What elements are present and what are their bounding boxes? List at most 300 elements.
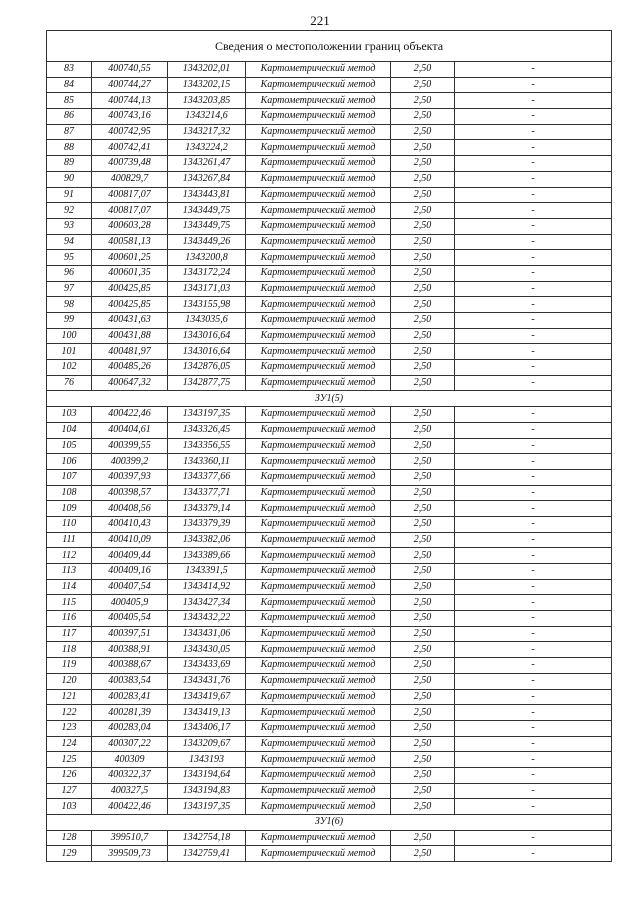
table-row (47, 297, 612, 313)
table-row (47, 626, 612, 642)
x-coordinate-cell: 400581,13 (92, 234, 168, 250)
point-number-cell: 121 (47, 689, 92, 705)
accuracy-cell: 2,50 (391, 626, 455, 642)
y-coordinate-cell: 1343430,05 (168, 642, 246, 658)
description-cell: - (455, 595, 612, 611)
description-cell: - (455, 281, 612, 297)
point-number-cell: 89 (47, 156, 92, 172)
description-cell: - (455, 156, 612, 172)
table-row (47, 501, 612, 517)
point-number-cell: 114 (47, 579, 92, 595)
table-row (47, 595, 612, 611)
description-cell: - (455, 109, 612, 125)
point-number-cell: 110 (47, 516, 92, 532)
y-coordinate-cell: 1343172,24 (168, 265, 246, 281)
point-number-cell: 85 (47, 93, 92, 109)
table-row (47, 93, 612, 109)
x-coordinate-cell: 400408,56 (92, 501, 168, 517)
table-row (47, 705, 612, 721)
table-row (47, 485, 612, 501)
description-cell: - (455, 407, 612, 423)
table-row (47, 689, 612, 705)
point-number-cell: 119 (47, 658, 92, 674)
x-coordinate-cell: 400397,93 (92, 469, 168, 485)
x-coordinate-cell: 400425,85 (92, 281, 168, 297)
x-coordinate-cell: 400307,22 (92, 736, 168, 752)
method-cell: Картометрический метод (246, 297, 391, 313)
table-row (47, 109, 612, 125)
table-row (47, 438, 612, 454)
point-number-cell: 117 (47, 626, 92, 642)
x-coordinate-cell: 400399,55 (92, 438, 168, 454)
point-number-cell: 86 (47, 109, 92, 125)
table-row (47, 548, 612, 564)
y-coordinate-cell: 1343197,35 (168, 799, 246, 815)
accuracy-cell: 2,50 (391, 579, 455, 595)
table-row (47, 422, 612, 438)
table-row (47, 187, 612, 203)
accuracy-cell: 2,50 (391, 265, 455, 281)
table-row (47, 642, 612, 658)
x-coordinate-cell: 400383,54 (92, 673, 168, 689)
table-row (47, 313, 612, 329)
accuracy-cell: 2,50 (391, 344, 455, 360)
method-cell: Картометрический метод (246, 328, 391, 344)
y-coordinate-cell: 1343377,71 (168, 485, 246, 501)
method-cell: Картометрический метод (246, 313, 391, 329)
y-coordinate-cell: 1343197,35 (168, 407, 246, 423)
y-coordinate-cell: 1343035,6 (168, 313, 246, 329)
y-coordinate-cell: 1343406,17 (168, 720, 246, 736)
description-cell: - (455, 548, 612, 564)
point-number-cell: 91 (47, 187, 92, 203)
method-cell: Картометрический метод (246, 62, 391, 78)
x-coordinate-cell: 400397,51 (92, 626, 168, 642)
method-cell: Картометрический метод (246, 171, 391, 187)
point-number-cell: 123 (47, 720, 92, 736)
table-row (47, 171, 612, 187)
point-number-cell: 100 (47, 328, 92, 344)
method-cell: Картометрический метод (246, 407, 391, 423)
accuracy-cell: 2,50 (391, 187, 455, 203)
table-row (47, 328, 612, 344)
description-cell: - (455, 579, 612, 595)
accuracy-cell: 2,50 (391, 532, 455, 548)
table-row (47, 564, 612, 580)
accuracy-cell: 2,50 (391, 454, 455, 470)
point-number-cell: 113 (47, 564, 92, 580)
x-coordinate-cell: 400739,48 (92, 156, 168, 172)
method-cell: Картометрический метод (246, 611, 391, 627)
y-coordinate-cell: 1343449,26 (168, 234, 246, 250)
accuracy-cell: 2,50 (391, 203, 455, 219)
accuracy-cell: 2,50 (391, 438, 455, 454)
table-row (47, 846, 612, 862)
description-cell: - (455, 265, 612, 281)
method-cell: Картометрический метод (246, 124, 391, 140)
accuracy-cell: 2,50 (391, 328, 455, 344)
point-number-cell: 87 (47, 124, 92, 140)
description-cell: - (455, 689, 612, 705)
point-number-cell: 103 (47, 407, 92, 423)
method-cell: Картометрический метод (246, 234, 391, 250)
x-coordinate-cell: 400601,25 (92, 250, 168, 266)
description-cell: - (455, 360, 612, 376)
description-cell: - (455, 297, 612, 313)
accuracy-cell: 2,50 (391, 783, 455, 799)
method-cell: Картометрический метод (246, 564, 391, 580)
point-number-cell: 102 (47, 360, 92, 376)
accuracy-cell: 2,50 (391, 689, 455, 705)
description-cell: - (455, 783, 612, 799)
point-number-cell: 109 (47, 501, 92, 517)
point-number-cell: 107 (47, 469, 92, 485)
table-row (47, 736, 612, 752)
method-cell: Картометрический метод (246, 642, 391, 658)
accuracy-cell: 2,50 (391, 109, 455, 125)
point-number-cell: 94 (47, 234, 92, 250)
method-cell: Картометрический метод (246, 438, 391, 454)
x-coordinate-cell: 400431,63 (92, 313, 168, 329)
y-coordinate-cell: 1343224,2 (168, 140, 246, 156)
y-coordinate-cell: 1343432,22 (168, 611, 246, 627)
x-coordinate-cell: 400481,97 (92, 344, 168, 360)
table-row (47, 124, 612, 140)
y-coordinate-cell: 1342754,18 (168, 830, 246, 846)
y-coordinate-cell: 1343419,13 (168, 705, 246, 721)
accuracy-cell: 2,50 (391, 516, 455, 532)
y-coordinate-cell: 1343431,76 (168, 673, 246, 689)
x-coordinate-cell: 400817,07 (92, 203, 168, 219)
x-coordinate-cell: 400744,27 (92, 77, 168, 93)
table-row (47, 673, 612, 689)
table-row (47, 265, 612, 281)
point-number-cell: 84 (47, 77, 92, 93)
table-row (47, 611, 612, 627)
x-coordinate-cell: 400431,88 (92, 328, 168, 344)
y-coordinate-cell: 1343016,64 (168, 328, 246, 344)
x-coordinate-cell: 400422,46 (92, 407, 168, 423)
y-coordinate-cell: 1343449,75 (168, 218, 246, 234)
point-number-cell: 101 (47, 344, 92, 360)
point-number-cell: 90 (47, 171, 92, 187)
accuracy-cell: 2,50 (391, 234, 455, 250)
description-cell: - (455, 187, 612, 203)
y-coordinate-cell: 1343171,03 (168, 281, 246, 297)
description-cell: - (455, 422, 612, 438)
y-coordinate-cell: 1343202,01 (168, 62, 246, 78)
y-coordinate-cell: 1343209,67 (168, 736, 246, 752)
description-cell: - (455, 203, 612, 219)
accuracy-cell: 2,50 (391, 673, 455, 689)
method-cell: Картометрический метод (246, 77, 391, 93)
accuracy-cell: 2,50 (391, 705, 455, 721)
x-coordinate-cell: 400409,44 (92, 548, 168, 564)
method-cell: Картометрический метод (246, 485, 391, 501)
description-cell: - (455, 328, 612, 344)
accuracy-cell: 2,50 (391, 250, 455, 266)
method-cell: Картометрический метод (246, 736, 391, 752)
method-cell: Картометрический метод (246, 516, 391, 532)
description-cell: - (455, 767, 612, 783)
x-coordinate-cell: 400309 (92, 752, 168, 768)
accuracy-cell: 2,50 (391, 375, 455, 391)
method-cell: Картометрический метод (246, 469, 391, 485)
point-number-cell: 104 (47, 422, 92, 438)
x-coordinate-cell: 400829,7 (92, 171, 168, 187)
table-row (47, 375, 612, 391)
point-number-cell: 111 (47, 532, 92, 548)
accuracy-cell: 2,50 (391, 469, 455, 485)
accuracy-cell: 2,50 (391, 548, 455, 564)
description-cell: - (455, 564, 612, 580)
description-cell: - (455, 846, 612, 862)
method-cell: Картометрический метод (246, 548, 391, 564)
point-number-cell: 93 (47, 218, 92, 234)
description-cell: - (455, 77, 612, 93)
point-number-cell: 103 (47, 799, 92, 815)
y-coordinate-cell: 1342759,41 (168, 846, 246, 862)
point-number-cell: 99 (47, 313, 92, 329)
table-row (47, 767, 612, 783)
x-coordinate-cell: 400409,16 (92, 564, 168, 580)
accuracy-cell: 2,50 (391, 830, 455, 846)
accuracy-cell: 2,50 (391, 360, 455, 376)
y-coordinate-cell: 1343016,64 (168, 344, 246, 360)
point-number-cell: 76 (47, 375, 92, 391)
accuracy-cell: 2,50 (391, 124, 455, 140)
method-cell: Картометрический метод (246, 375, 391, 391)
description-cell: - (455, 658, 612, 674)
method-cell: Картометрический метод (246, 187, 391, 203)
accuracy-cell: 2,50 (391, 407, 455, 423)
x-coordinate-cell: 400388,67 (92, 658, 168, 674)
y-coordinate-cell: 1342877,75 (168, 375, 246, 391)
method-cell: Картометрический метод (246, 250, 391, 266)
x-coordinate-cell: 400817,07 (92, 187, 168, 203)
table-row (47, 234, 612, 250)
x-coordinate-cell: 400742,41 (92, 140, 168, 156)
method-cell: Картометрический метод (246, 281, 391, 297)
accuracy-cell: 2,50 (391, 281, 455, 297)
x-coordinate-cell: 400281,39 (92, 705, 168, 721)
table-row (47, 752, 612, 768)
boundary-coordinates-table (46, 30, 612, 862)
x-coordinate-cell: 400388,91 (92, 642, 168, 658)
accuracy-cell: 2,50 (391, 171, 455, 187)
table-body (47, 31, 612, 862)
x-coordinate-cell: 400404,61 (92, 422, 168, 438)
method-cell: Картометрический метод (246, 799, 391, 815)
x-coordinate-cell: 400399,2 (92, 454, 168, 470)
point-number-cell: 124 (47, 736, 92, 752)
table-row (47, 62, 612, 78)
y-coordinate-cell: 1343427,34 (168, 595, 246, 611)
method-cell: Картометрический метод (246, 579, 391, 595)
table-row (47, 360, 612, 376)
method-cell: Картометрический метод (246, 720, 391, 736)
y-coordinate-cell: 1343449,75 (168, 203, 246, 219)
method-cell: Картометрический метод (246, 532, 391, 548)
table-row (47, 454, 612, 470)
method-cell: Картометрический метод (246, 595, 391, 611)
method-cell: Картометрический метод (246, 783, 391, 799)
point-number-cell: 108 (47, 485, 92, 501)
accuracy-cell: 2,50 (391, 846, 455, 862)
description-cell: - (455, 673, 612, 689)
description-cell: - (455, 705, 612, 721)
description-cell: - (455, 140, 612, 156)
x-coordinate-cell: 400405,9 (92, 595, 168, 611)
table-row (47, 407, 612, 423)
table-header-row (47, 31, 612, 62)
y-coordinate-cell: 1343194,64 (168, 767, 246, 783)
table-row (47, 218, 612, 234)
y-coordinate-cell: 1343377,66 (168, 469, 246, 485)
accuracy-cell: 2,50 (391, 156, 455, 172)
method-cell: Картометрический метод (246, 689, 391, 705)
y-coordinate-cell: 1343326,45 (168, 422, 246, 438)
x-coordinate-cell: 400603,28 (92, 218, 168, 234)
y-coordinate-cell: 1343214,6 (168, 109, 246, 125)
description-cell: - (455, 171, 612, 187)
method-cell: Картометрический метод (246, 454, 391, 470)
accuracy-cell: 2,50 (391, 564, 455, 580)
x-coordinate-cell: 400405,54 (92, 611, 168, 627)
x-coordinate-cell: 400485,26 (92, 360, 168, 376)
description-cell: - (455, 375, 612, 391)
point-number-cell: 105 (47, 438, 92, 454)
table-header: Сведения о местоположении границ объекта (47, 31, 612, 62)
description-cell: - (455, 124, 612, 140)
table-row (47, 250, 612, 266)
accuracy-cell: 2,50 (391, 422, 455, 438)
table-row (47, 281, 612, 297)
y-coordinate-cell: 1343202,15 (168, 77, 246, 93)
description-cell: - (455, 642, 612, 658)
accuracy-cell: 2,50 (391, 642, 455, 658)
method-cell: Картометрический метод (246, 830, 391, 846)
description-cell: - (455, 469, 612, 485)
method-cell: Картометрический метод (246, 93, 391, 109)
x-coordinate-cell: 400425,85 (92, 297, 168, 313)
method-cell: Картометрический метод (246, 658, 391, 674)
y-coordinate-cell: 1343356,55 (168, 438, 246, 454)
accuracy-cell: 2,50 (391, 501, 455, 517)
y-coordinate-cell: 1343203,85 (168, 93, 246, 109)
point-number-cell: 83 (47, 62, 92, 78)
point-number-cell: 126 (47, 767, 92, 783)
x-coordinate-cell: 400322,37 (92, 767, 168, 783)
x-coordinate-cell: 400742,95 (92, 124, 168, 140)
x-coordinate-cell: 399509,73 (92, 846, 168, 862)
description-cell: - (455, 250, 612, 266)
point-number-cell: 127 (47, 783, 92, 799)
y-coordinate-cell: 1343267,84 (168, 171, 246, 187)
method-cell: Картометрический метод (246, 218, 391, 234)
y-coordinate-cell: 1343217,32 (168, 124, 246, 140)
description-cell: - (455, 736, 612, 752)
description-cell: - (455, 218, 612, 234)
table-row (47, 720, 612, 736)
x-coordinate-cell: 400407,54 (92, 579, 168, 595)
x-coordinate-cell: 400327,5 (92, 783, 168, 799)
table-row (47, 783, 612, 799)
point-number-cell: 122 (47, 705, 92, 721)
y-coordinate-cell: 1343360,11 (168, 454, 246, 470)
accuracy-cell: 2,50 (391, 752, 455, 768)
point-number-cell: 96 (47, 265, 92, 281)
description-cell: - (455, 62, 612, 78)
point-number-cell: 95 (47, 250, 92, 266)
method-cell: Картометрический метод (246, 626, 391, 642)
point-number-cell: 116 (47, 611, 92, 627)
group-row (47, 815, 612, 831)
page-number: 221 (310, 13, 330, 28)
point-number-cell: 118 (47, 642, 92, 658)
method-cell: Картометрический метод (246, 109, 391, 125)
table-row (47, 203, 612, 219)
method-cell: Картометрический метод (246, 140, 391, 156)
x-coordinate-cell: 399510,7 (92, 830, 168, 846)
method-cell: Картометрический метод (246, 422, 391, 438)
description-cell: - (455, 720, 612, 736)
description-cell: - (455, 234, 612, 250)
description-cell: - (455, 752, 612, 768)
table-row (47, 658, 612, 674)
method-cell: Картометрический метод (246, 752, 391, 768)
description-cell: - (455, 626, 612, 642)
point-number-cell: 106 (47, 454, 92, 470)
x-coordinate-cell: 400744,13 (92, 93, 168, 109)
point-number-cell: 92 (47, 203, 92, 219)
description-cell: - (455, 93, 612, 109)
y-coordinate-cell: 1343379,14 (168, 501, 246, 517)
group-row (47, 391, 612, 407)
x-coordinate-cell: 400422,46 (92, 799, 168, 815)
accuracy-cell: 2,50 (391, 297, 455, 313)
y-coordinate-cell: 1343194,83 (168, 783, 246, 799)
x-coordinate-cell: 400743,16 (92, 109, 168, 125)
y-coordinate-cell: 1343389,66 (168, 548, 246, 564)
table-row (47, 532, 612, 548)
method-cell: Картометрический метод (246, 705, 391, 721)
description-cell: - (455, 485, 612, 501)
x-coordinate-cell: 400601,35 (92, 265, 168, 281)
description-cell: - (455, 830, 612, 846)
accuracy-cell: 2,50 (391, 93, 455, 109)
y-coordinate-cell: 1343379,39 (168, 516, 246, 532)
point-number-cell: 128 (47, 830, 92, 846)
x-coordinate-cell: 400283,04 (92, 720, 168, 736)
point-number-cell: 112 (47, 548, 92, 564)
description-cell: - (455, 799, 612, 815)
accuracy-cell: 2,50 (391, 140, 455, 156)
accuracy-cell: 2,50 (391, 799, 455, 815)
accuracy-cell: 2,50 (391, 595, 455, 611)
table-row (47, 579, 612, 595)
y-coordinate-cell: 1343391,5 (168, 564, 246, 580)
y-coordinate-cell: 1343382,06 (168, 532, 246, 548)
method-cell: Картометрический метод (246, 360, 391, 376)
y-coordinate-cell: 1342876,05 (168, 360, 246, 376)
point-number-cell: 97 (47, 281, 92, 297)
x-coordinate-cell: 400647,32 (92, 375, 168, 391)
y-coordinate-cell: 1343414,92 (168, 579, 246, 595)
method-cell: Картометрический метод (246, 501, 391, 517)
point-number-cell: 120 (47, 673, 92, 689)
accuracy-cell: 2,50 (391, 77, 455, 93)
